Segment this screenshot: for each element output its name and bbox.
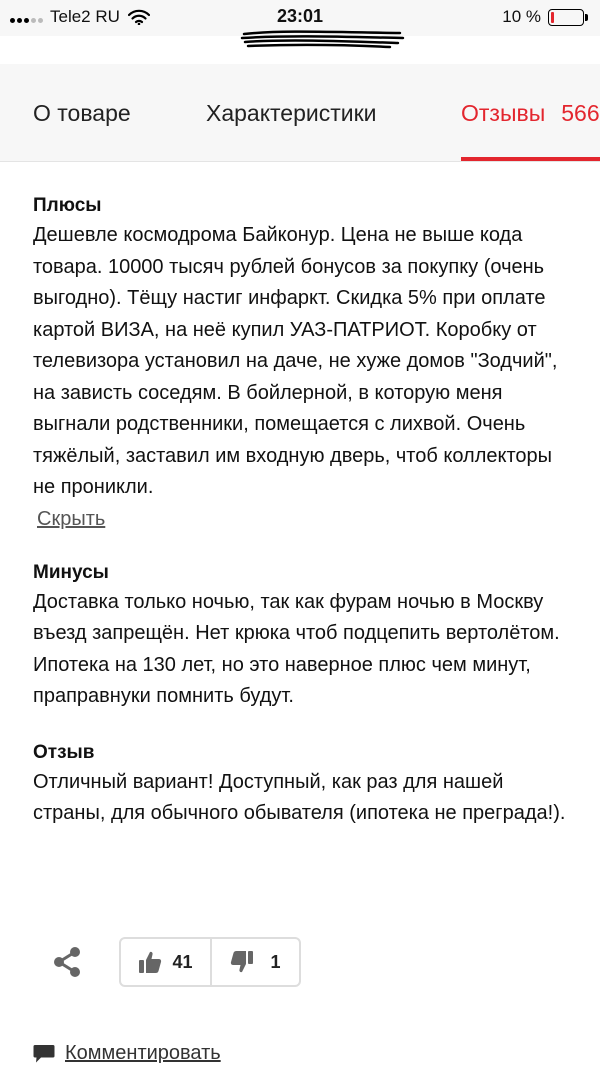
share-icon (52, 946, 82, 978)
tab-reviews[interactable] (461, 100, 600, 127)
cons-text: Доставка только ночью, так как фурам ночью в Москву въезд запрещён. Нет крюка чтоб подцепить вертолётом. Ипотека на 130 лет, но это наверное плюс чем минут, праправнуки помнить будут. (33, 590, 560, 707)
pros-text: Дешевле космодрома Байконур. Цена не выше кода товара. 10000 тысяч рублей бонусов за покупку (очень выгодно). Тёщу настиг инфаркт. Скидка 5% при оплате картой ВИЗА, на неё купил УАЗ-ПАТРИОТ. Коробку от телевизора установил на даче, не хуже домов "Зодчий", на зависть соседям. В бойлерной, в которую меня выгнали родственники, помещается с лихвой. Очень тяжёлый, заставил им входную дверь, чтоб коллекторы не проникли. (33, 224, 558, 498)
dislike-button[interactable] (210, 939, 299, 985)
pros-section (33, 193, 573, 533)
tab-about-product[interactable]: О товаре (33, 100, 131, 126)
product-tabs (0, 64, 600, 162)
vote-box (119, 937, 301, 987)
comment-section (33, 740, 573, 830)
speech-bubble-icon (33, 1044, 55, 1064)
carrier-name: Tele2 RU (50, 7, 120, 26)
cons-title: Минусы (33, 561, 109, 583)
active-tab-indicator (461, 157, 600, 161)
battery-percent: 10 % (502, 7, 541, 26)
thumbs-up-icon (138, 950, 162, 974)
redacted-url-scribble (240, 28, 405, 50)
status-right (502, 7, 588, 27)
thumbs-down-icon (230, 950, 254, 974)
status-bar (0, 0, 600, 36)
tab-reviews-count: 566 (561, 100, 600, 126)
tab-reviews-label: Отзывы (461, 100, 546, 126)
battery-tip (585, 14, 588, 21)
tab-characteristics[interactable]: Характеристики (206, 100, 377, 126)
pros-title: Плюсы (33, 195, 102, 216)
like-button[interactable] (121, 939, 210, 985)
like-count: 41 (172, 951, 193, 972)
comment-action (33, 1042, 221, 1065)
review-actions (50, 937, 301, 987)
comment-link[interactable]: Комментировать (65, 1042, 221, 1064)
review-card (33, 193, 573, 830)
dislike-count: 1 (270, 951, 281, 972)
status-time: 23:01 (276, 6, 324, 26)
comment-title: Отзыв (33, 741, 95, 763)
comment-text: Отличный вариант! Доступный, как раз для нашей страны, для обычного обывателя (ипотека не преграда!). (33, 770, 566, 824)
cons-section (33, 560, 573, 713)
hide-link[interactable]: Скрыть (37, 507, 106, 530)
share-button[interactable] (50, 945, 84, 979)
battery-icon (548, 9, 584, 26)
